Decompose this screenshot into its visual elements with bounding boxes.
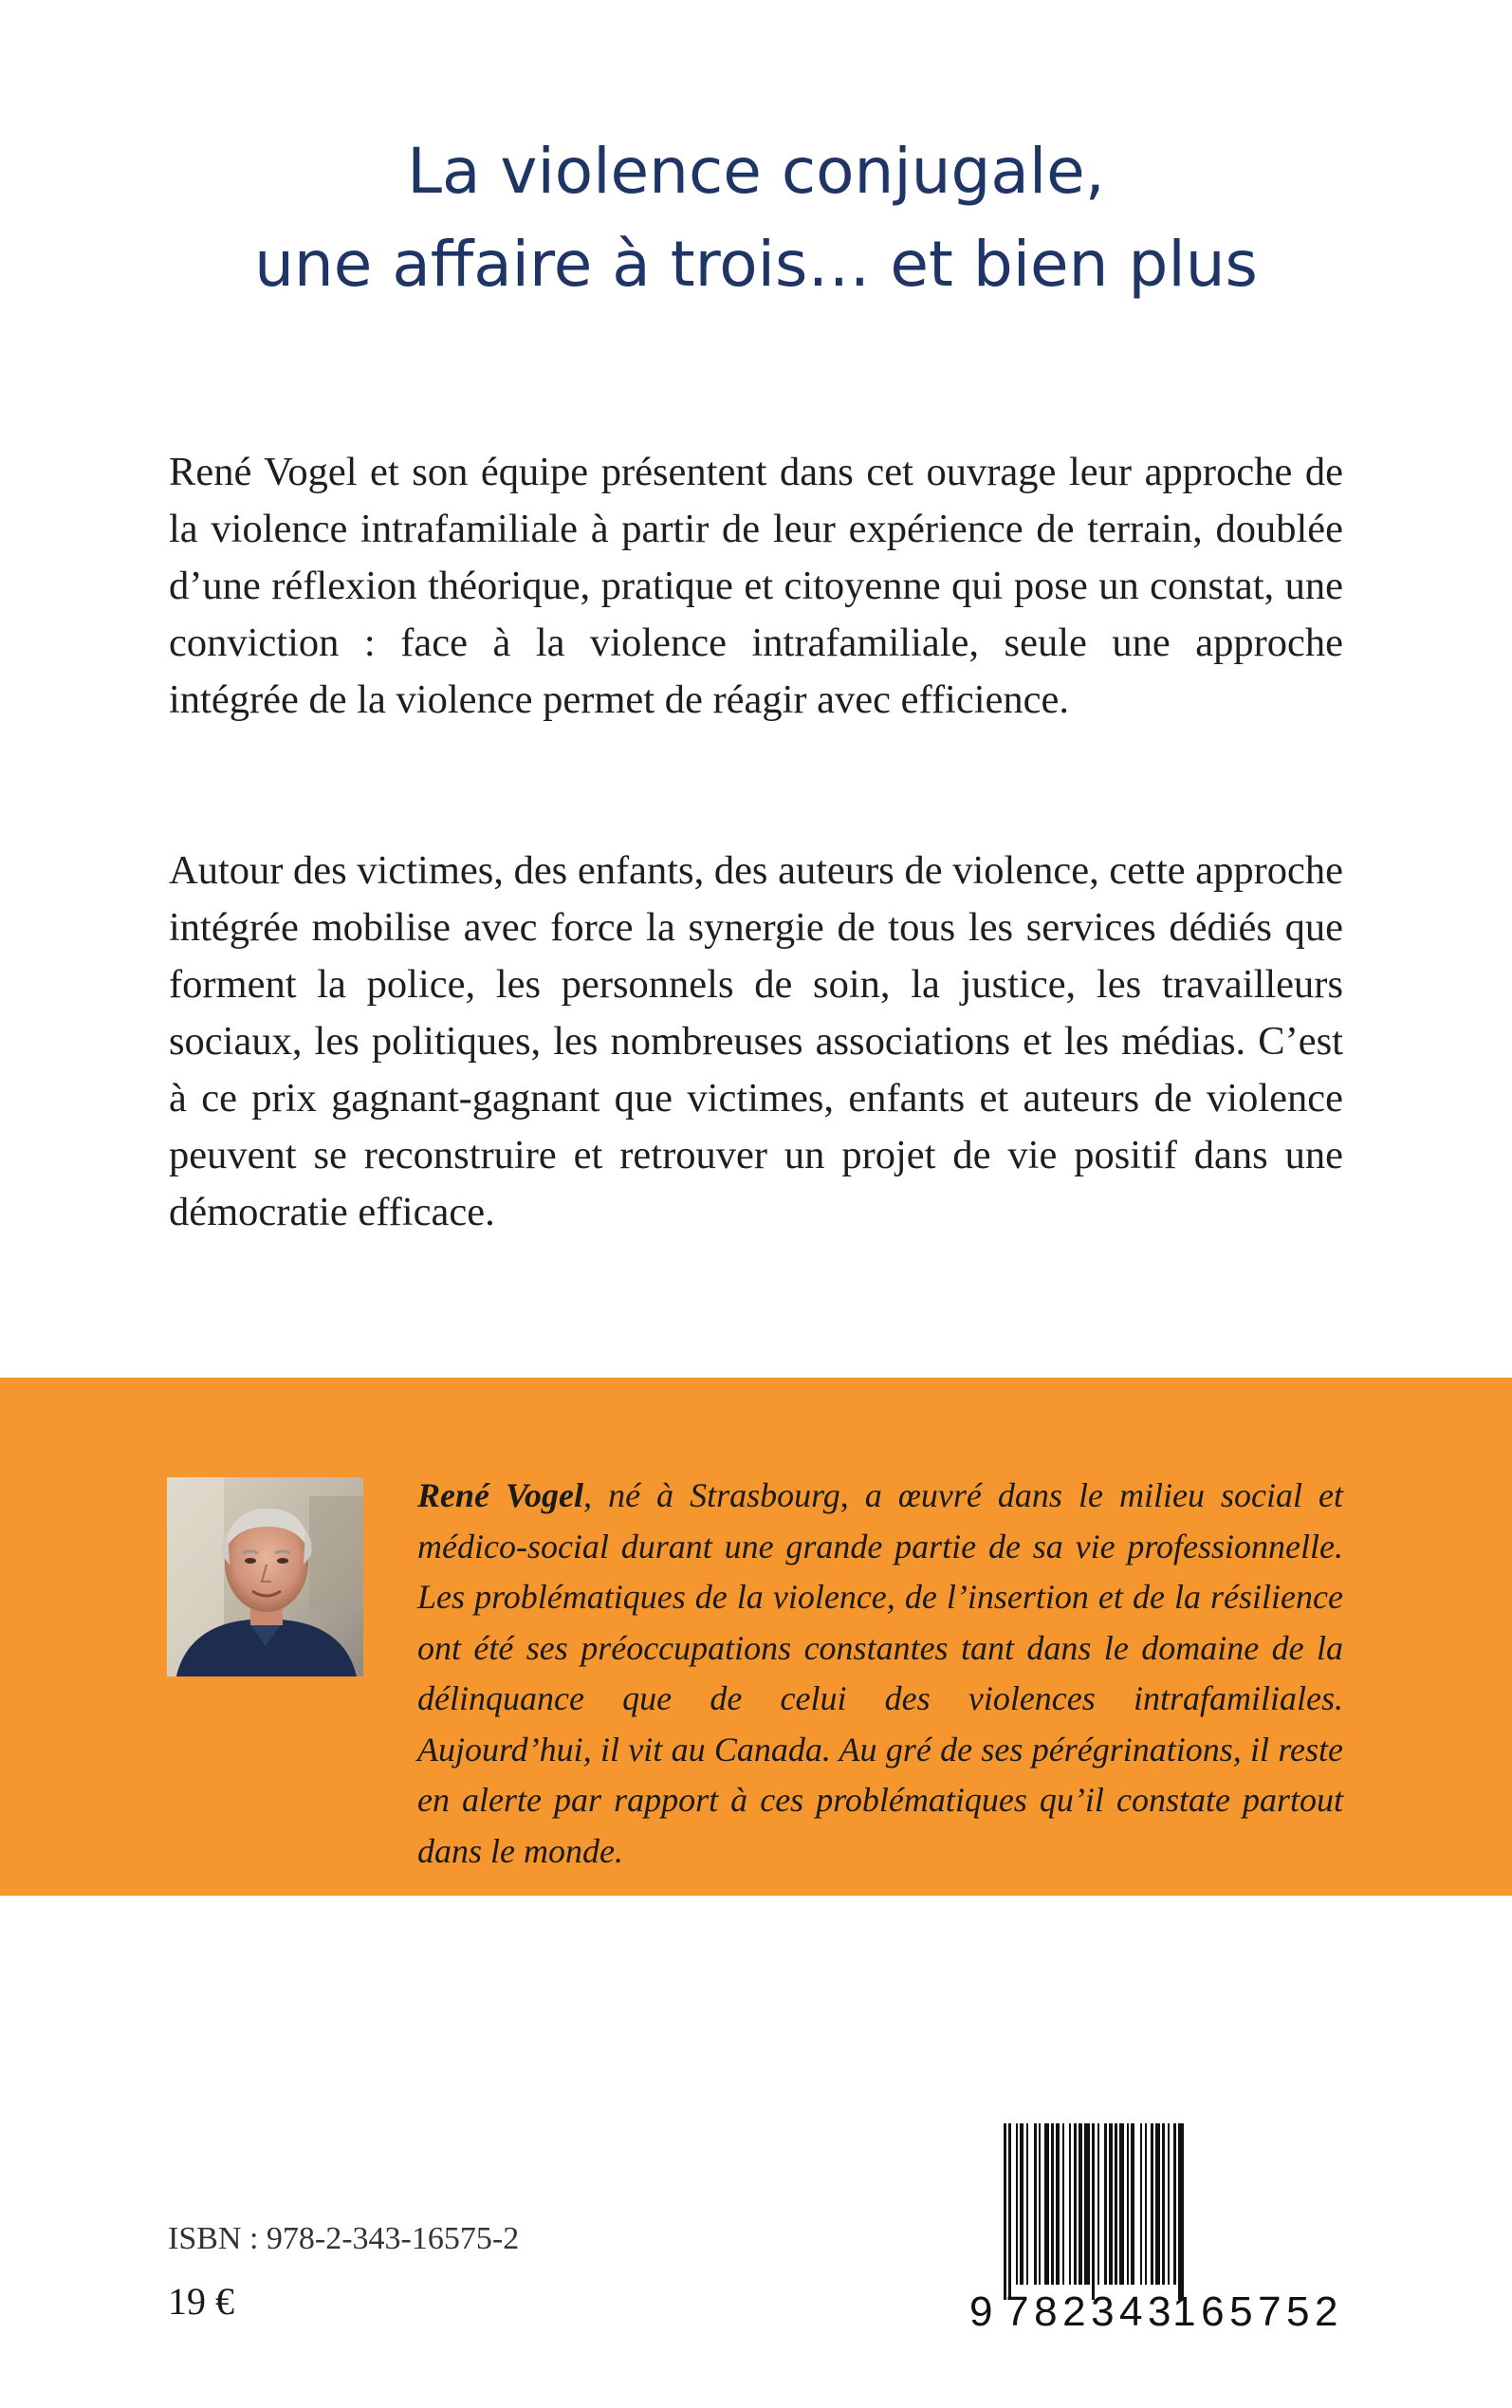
barcode-bar — [1178, 2123, 1184, 2300]
barcode-bar — [1097, 2123, 1099, 2285]
barcode-bar — [1119, 2123, 1124, 2285]
barcode-left-group: 782343 — [1005, 2288, 1176, 2335]
book-title-line-1: La violence conjugale, — [407, 135, 1105, 208]
barcode-bar — [1026, 2123, 1028, 2285]
barcode-bar — [1140, 2123, 1142, 2285]
barcode-bar — [1044, 2123, 1049, 2285]
barcode-bar — [1016, 2123, 1018, 2285]
barcode-bar — [1020, 2123, 1023, 2285]
barcode-bar — [1109, 2123, 1113, 2285]
author-photo — [167, 1477, 363, 1676]
barcode-bar — [1051, 2123, 1054, 2285]
barcode-bar — [1115, 2123, 1117, 2285]
barcode-bar — [1069, 2123, 1071, 2285]
barcode-bar — [1173, 2123, 1176, 2285]
blurb-paragraph-2: Autour des victimes, des enfants, des auteurs de violence, cette approche intégrée mobilise avec force la synergie de tous les services dédiés que forment la police, les personnels de soin, la justice, les travailleurs sociaux, les politiques, les nombreuses associations et les médias. C’est à ce prix gagnant-gagnant que victimes, enfants et auteurs de violence peuvent se reconstruire et retrouver un projet de vie positif dans une démocratie efficace. — [169, 848, 1343, 1234]
barcode-lead-digit: 9 — [969, 2288, 993, 2335]
barcode-bar — [1127, 2123, 1129, 2285]
barcode-bar — [1074, 2123, 1077, 2285]
barcode-bars — [969, 2123, 1343, 2300]
barcode-bar — [1004, 2123, 1006, 2300]
barcode-bar — [1079, 2123, 1082, 2285]
barcode-digits — [969, 2288, 1343, 2336]
author-name: René Vogel — [417, 1476, 584, 1514]
book-title-line-2: une affaire à trois… et bien plus — [254, 228, 1258, 301]
author-bio-text: , né à Strasbourg, a œuvré dans le milieu social et médico-social durant une grande partie de sa vie professionnelle. Les problématiques de la violence, de l’insertion et de la résilience ont été ses préoccupations constantes tant dans le domaine de la délinquance que de celui des violences intrafamiliales. Aujourd’hui, il vit au Canada. Au gré de ses pérégrinations, il reste en alerte par rapport à ces problématiques qu’il constate partout dans le monde. — [417, 1476, 1343, 1870]
author-bio — [417, 1471, 1343, 1877]
barcode-bar — [1039, 2123, 1041, 2285]
blurb-paragraph-1: René Vogel et son équipe présentent dans cet ouvrage leur approche de la violence intrafamiliale à partir de leur expérience de terrain, doublée d’une réflexion théorique, pratique et citoyenne qui pose un constat, une conviction : face à la violence intrafamiliale, seule une approche intégrée de la violence permet de réagir avec efficience. — [169, 450, 1343, 722]
author-portrait-image — [167, 1477, 363, 1676]
barcode-bar — [1162, 2123, 1165, 2285]
barcode-bar — [1008, 2123, 1011, 2300]
author-section — [0, 1378, 1512, 1896]
barcode-bar — [1092, 2123, 1095, 2300]
book-title — [0, 125, 1512, 311]
barcode-bar — [1062, 2123, 1064, 2285]
barcode-bar — [1168, 2123, 1170, 2285]
barcode-bar — [1084, 2123, 1090, 2285]
isbn: ISBN : 978-2-343-16575-2 — [168, 2221, 520, 2256]
barcode-bar — [1151, 2123, 1153, 2285]
barcode-right-group: 165752 — [1172, 2288, 1343, 2335]
barcode — [969, 2123, 1343, 2338]
barcode-bar — [1104, 2123, 1107, 2285]
barcode-bar — [1056, 2123, 1060, 2285]
barcode-bar — [1131, 2123, 1134, 2285]
price: 19 € — [168, 2280, 234, 2323]
barcode-bar — [1155, 2123, 1160, 2285]
barcode-bar — [1145, 2123, 1147, 2285]
barcode-bar — [1034, 2123, 1037, 2285]
